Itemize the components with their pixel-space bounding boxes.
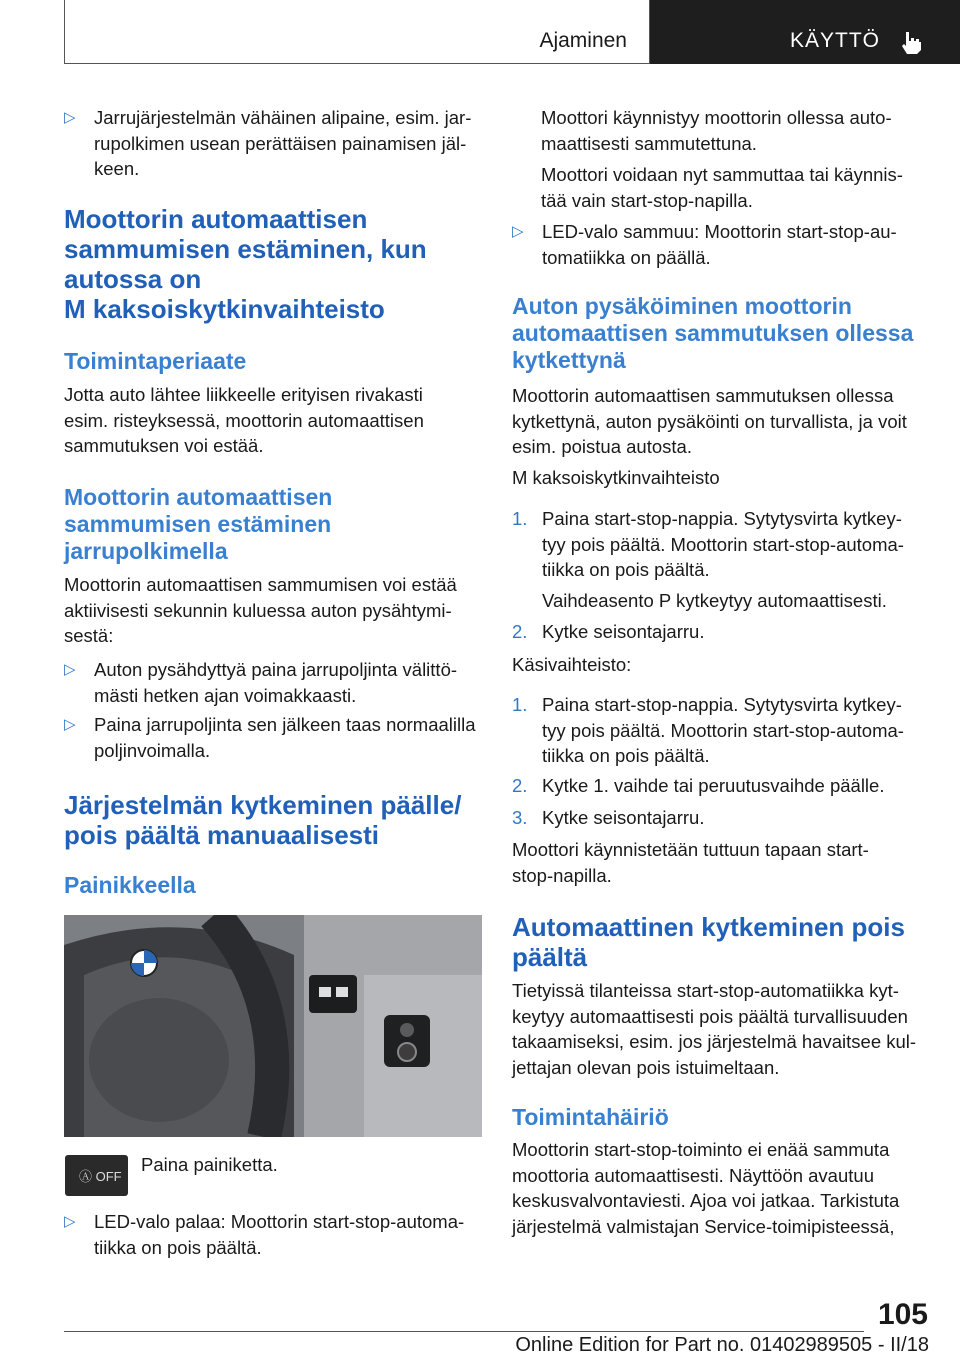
paragraph-manual-gearbox: Käsivaihteisto: — [512, 654, 632, 675]
paragraph-auto-disable: Tietyissä tilanteissa start-stop-automatiikka kyt- keytyy automaattisesti pois päältä turvallisuuden takaamiseksi, esim. jos järjestelmä havaitsee kul- jettajan olevan pois istuimeltaan. — [512, 980, 917, 1078]
steering-wheel-photo — [64, 915, 482, 1137]
step-number: 2. — [512, 621, 528, 642]
step-number: 2. — [512, 775, 528, 796]
triangle-bullet-icon: ▷ — [512, 223, 524, 240]
bullet-text: LED-valo palaa: Moottorin start-stop-automa- tiikka on pois päältä. — [94, 1211, 465, 1258]
paragraph-engine-stop-button: Moottori voidaan nyt sammuttaa tai käynnis- tää vain start-stop-napilla. — [541, 164, 903, 211]
paragraph-brake-prevent: Moottorin automaattisen sammumisen voi estää aktiivisesti sekunnin kuluessa auton pysähtymi- sestä: — [64, 574, 457, 646]
step-text: Paina start-stop-nappia. Sytytysvirta kytkey- tyy pois päältä. Moottorin start-stop-automa- tiikka on pois päältä. — [542, 508, 904, 580]
auto-start-stop-off-button-image — [65, 1155, 128, 1196]
paragraph-restart: Moottori käynnistetään tuttuun tapaan start- stop-napilla. — [512, 839, 869, 886]
bullet-text: Jarrujärjestelmän vähäinen alipaine, esim. jar- rupolkimen usean perättäisen painamisen jäl- keen. — [94, 107, 472, 179]
steering-wheel-illustration — [64, 915, 482, 1137]
heading-manual-toggle: Järjestelmän kytkeminen päälle/ pois päältä manuaalisesti — [64, 790, 462, 850]
chapter-tab-label: KÄYTTÖ — [790, 29, 881, 52]
button-caption: Paina painiketta. — [141, 1154, 278, 1175]
step-text: Paina start-stop-nappia. Sytytysvirta kytkey- tyy pois päältä. Moottorin start-stop-automa- tiikka on pois päältä. — [542, 694, 904, 766]
heading-brake-prevent: Moottorin automaattisen sammumisen estäminen jarrupolkimella — [64, 484, 333, 564]
heading-auto-disable: Automaattinen kytkeminen pois päältä — [512, 912, 905, 972]
hand-pointer-icon — [897, 28, 925, 56]
paragraph-fault: Moottorin start-stop-toiminto ei enää sammuta moottoria automaattisesti. Näyttöön avautuu keskusvalvontaviesti. Ajoa voi jatkaa. Tarkistuta järjestelmä valmistajan Service-toimipisteessä, — [512, 1139, 900, 1237]
step-number: 3. — [512, 807, 528, 828]
triangle-bullet-icon: ▷ — [64, 1213, 76, 1230]
button-label: Ⓐ OFF — [79, 1169, 122, 1184]
triangle-bullet-icon: ▷ — [64, 109, 76, 126]
step-text: Kytke 1. vaihde tai peruutusvaihde päälle. — [542, 775, 885, 796]
step-text: Kytke seisontajarru. — [542, 807, 705, 828]
paragraph-engine-starts: Moottori käynnistyy moottorin ollessa auto- maattisesti sammutettuna. — [541, 107, 892, 154]
paragraph-parking: Moottorin automaattisen sammutuksen ollessa kytkettynä, auton pysäköinti on turvallista, ja voit esim. poistua autosta. — [512, 385, 907, 457]
step-text: Vaihdeasento P kytkeytyy automaattisesti. — [542, 590, 887, 611]
triangle-bullet-icon: ▷ — [64, 661, 76, 678]
step-text: Kytke seisontajarru. — [542, 621, 705, 642]
page-number: 105 — [877, 1298, 928, 1331]
heading-principle: Toimintaperiaate — [64, 348, 247, 374]
triangle-bullet-icon: ▷ — [64, 716, 76, 733]
paragraph-dct: M kaksoiskytkinvaihteisto — [512, 467, 720, 488]
bullet-text: Auton pysähdyttyä paina jarrupoljinta välittö- mästi hetken ajan voimakkaasti. — [94, 659, 458, 706]
paragraph-principle: Jotta auto lähtee liikkeelle erityisen rivakasti esim. risteyksessä, moottorin automaattisen sammutuksen voi estää. — [64, 384, 424, 456]
heading-prevent-auto-stop: Moottorin automaattisen sammumisen estäminen, kun autossa on M kaksoiskytkinvaihteisto — [64, 204, 427, 324]
heading-parking: Auton pysäköiminen moottorin automaattisen sammutuksen ollessa kytkettynä — [512, 293, 914, 373]
heading-button: Painikkeella — [64, 872, 196, 898]
heading-fault: Toimintahäiriö — [512, 1104, 669, 1130]
bullet-text: Paina jarrupoljinta sen jälkeen taas normaalilla poljinvoimalla. — [94, 714, 476, 761]
bullet-text: LED-valo sammuu: Moottorin start-stop-au- tomatiikka on päällä. — [542, 221, 897, 268]
step-number: 1. — [512, 508, 528, 529]
footer-divider — [64, 1331, 864, 1332]
footer-edition: Online Edition for Part no. 01402989505 - II/18 — [515, 1334, 929, 1356]
header-frame — [64, 0, 650, 64]
chapter-tab[interactable] — [650, 0, 960, 64]
section-title: Ajaminen — [539, 29, 627, 52]
step-number: 1. — [512, 694, 528, 715]
